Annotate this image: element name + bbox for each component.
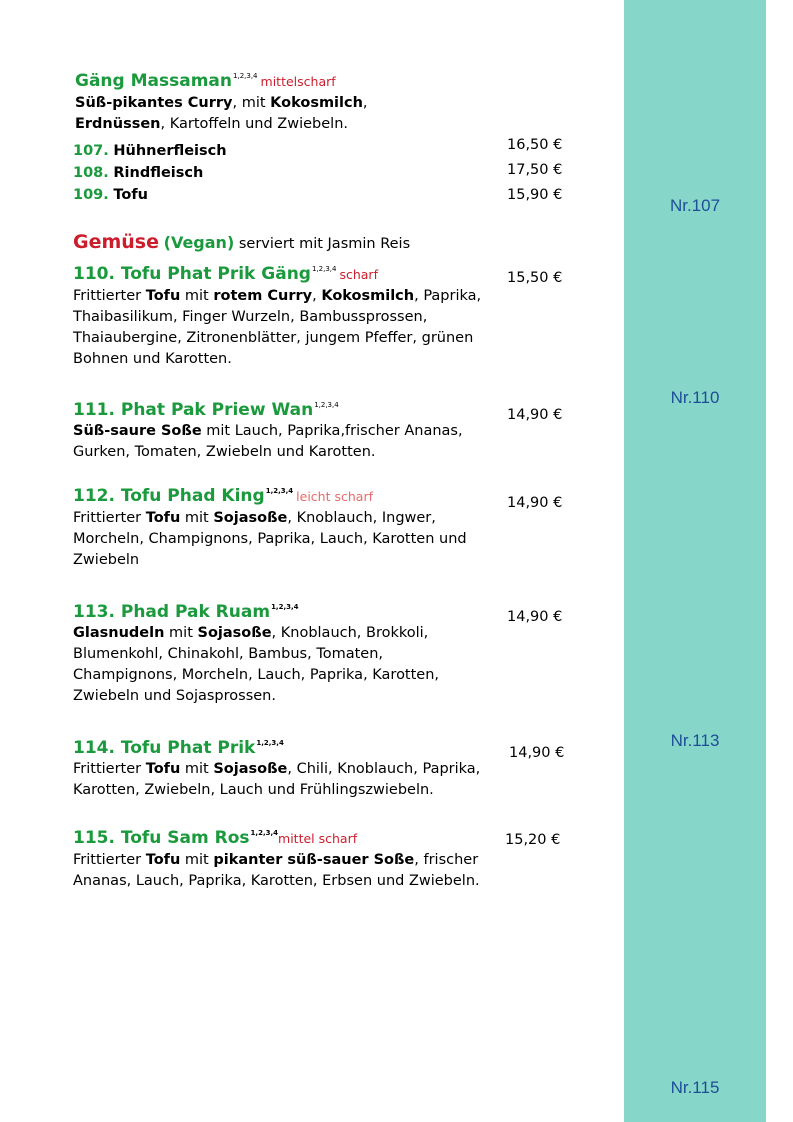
text-fragment: Gurken, Tomaten, Zwiebeln und Karotten. xyxy=(73,444,376,460)
dish-title: 110. Tofu Phat Prik Gäng xyxy=(73,264,311,284)
allergen-sup: 1,2,3,4 xyxy=(233,72,258,80)
text-fragment: Ananas, Lauch, Paprika, Karotten, Erbsen und Zwiebeln. xyxy=(73,873,480,889)
dish-title xyxy=(75,65,368,93)
text-fragment: Zwiebeln xyxy=(73,552,140,568)
text-fragment: Kokosmilch xyxy=(270,95,363,111)
text-fragment: Karotten, Zwiebeln, Lauch und Frühlingszwiebeln. xyxy=(73,782,434,798)
price-107: 16,50 € xyxy=(507,137,563,153)
option-row xyxy=(73,162,227,184)
text-fragment: Tofu xyxy=(145,288,181,304)
dish-title: 111. Phat Pak Priew Wan xyxy=(73,400,314,420)
dish-110 xyxy=(73,258,481,370)
dish-massaman xyxy=(75,65,368,135)
price-112: 14,90 € xyxy=(507,495,563,511)
text-fragment: Frittierter xyxy=(73,288,146,304)
text-fragment: Hühnerfleisch xyxy=(113,143,227,159)
text-fragment: Tofu xyxy=(145,852,181,868)
spice-level: mittelscharf xyxy=(260,74,336,89)
dish-title: 113. Phad Pak Ruam xyxy=(73,602,271,622)
text-fragment: mit xyxy=(180,288,214,304)
price-115: 15,20 € xyxy=(505,832,561,848)
dish-113 xyxy=(73,596,439,707)
text-fragment: 109. xyxy=(73,187,109,203)
text-fragment: Süß-pikantes Curry xyxy=(75,95,233,111)
text-fragment: mit xyxy=(164,625,198,641)
massaman-options xyxy=(73,140,227,206)
text-fragment: Tofu xyxy=(145,510,181,526)
section-subtitle: serviert mit Jasmin Reis xyxy=(238,236,411,252)
text-fragment: Süß-saure Soße xyxy=(73,423,202,439)
section-title: Gemüse xyxy=(73,231,160,253)
text-fragment: mit xyxy=(180,852,214,868)
text-fragment: 1,2,3,4 xyxy=(256,739,284,747)
option-row xyxy=(73,184,227,206)
text-fragment: mit xyxy=(180,510,214,526)
spice-level: leicht scharf xyxy=(296,489,373,504)
text-fragment: 108. xyxy=(73,165,109,181)
text-fragment: Thaiaubergine, Zitronenblätter, jungem Pfeffer, grünen xyxy=(73,330,474,346)
text-fragment: Zwiebeln und Sojasprossen. xyxy=(73,688,276,704)
text-fragment: rotem Curry xyxy=(213,288,313,304)
text-fragment: Tofu xyxy=(145,761,181,777)
text-fragment: Bohnen und Karotten. xyxy=(73,351,232,367)
text-fragment: mit xyxy=(180,761,214,777)
text-fragment: 1,2,3,4 xyxy=(271,603,299,611)
text-fragment: Champignons, Morcheln, Lauch, Paprika, Karotten, xyxy=(73,667,440,683)
text-fragment: Rindfleisch xyxy=(113,165,204,181)
text-fragment: 1,2,3,4 xyxy=(311,265,337,273)
price-111: 14,90 € xyxy=(507,407,563,423)
text-fragment: Tofu xyxy=(113,187,148,203)
sidebar-panel xyxy=(624,0,766,1122)
dish-title: 112. Tofu Phad King xyxy=(73,486,265,506)
dish-title: 114. Tofu Phat Prik xyxy=(73,738,256,758)
text-fragment: 1,2,3,4 xyxy=(250,829,279,837)
price-108: 17,50 € xyxy=(507,162,563,178)
text-fragment: Blumenkohl, Chinakohl, Bambus, Tomaten, xyxy=(73,646,384,662)
section-vegan: (Vegan) xyxy=(163,233,235,252)
text-fragment: , Knoblauch, Brokkoli, xyxy=(271,625,429,641)
dish-description xyxy=(73,850,480,892)
text-fragment: , Kartoffeln und Zwiebeln. xyxy=(160,116,349,132)
text-fragment: Sojasoße xyxy=(197,625,272,641)
price-110: 15,50 € xyxy=(507,270,563,286)
text-fragment: , Knoblauch, Ingwer, xyxy=(287,510,436,526)
text-fragment: , Chili, Knoblauch, Paprika, xyxy=(287,761,481,777)
text-fragment: Frittierter xyxy=(73,761,146,777)
dish-title-text: Gäng Massaman xyxy=(75,71,233,91)
price-113: 14,90 € xyxy=(507,609,563,625)
text-fragment: 107. xyxy=(73,143,109,159)
text-fragment: Erdnüssen xyxy=(75,116,161,132)
dish-description xyxy=(73,508,467,571)
price-109: 15,90 € xyxy=(507,187,563,203)
dish-description xyxy=(75,93,368,135)
dish-description xyxy=(73,759,480,801)
text-fragment: Frittierter xyxy=(73,852,146,868)
dish-title: 115. Tofu Sam Ros xyxy=(73,828,250,848)
price-114: 14,90 € xyxy=(509,745,565,761)
text-fragment: Glasnudeln xyxy=(73,625,165,641)
text-fragment: Sojasoße xyxy=(213,510,288,526)
text-fragment: 1,2,3,4 xyxy=(314,401,339,409)
text-fragment: Thaibasilikum, Finger Wurzeln, Bambussprossen, xyxy=(73,309,428,325)
spice-level: scharf xyxy=(339,267,378,282)
dish-description xyxy=(73,286,481,370)
nr-label: Nr.107 xyxy=(669,196,721,215)
text-fragment: , xyxy=(312,288,322,304)
dish-112 xyxy=(73,480,467,571)
nr-label: Nr.110 xyxy=(670,388,720,407)
text-fragment: , mit xyxy=(232,95,271,111)
option-row xyxy=(73,140,227,162)
text-fragment: 1,2,3,4 xyxy=(265,487,294,495)
nr-label: Nr.113 xyxy=(670,731,720,750)
dish-description xyxy=(73,623,439,707)
text-fragment: Sojasoße xyxy=(213,761,288,777)
dish-114 xyxy=(73,732,480,801)
text-fragment: , frischer xyxy=(414,852,479,868)
dish-111 xyxy=(73,394,463,463)
text-fragment: mit Lauch, Paprika,frischer Ananas, xyxy=(201,423,463,439)
text-fragment: pikanter süß-sauer Soße xyxy=(213,852,415,868)
text-fragment: , xyxy=(362,95,368,111)
dish-115 xyxy=(73,822,480,892)
dish-description xyxy=(73,421,463,463)
nr-label: Nr.115 xyxy=(670,1078,720,1097)
spice-level: mittel scharf xyxy=(278,831,358,846)
text-fragment: Frittierter xyxy=(73,510,146,526)
section-heading xyxy=(73,229,410,257)
text-fragment: , Paprika, xyxy=(414,288,482,304)
text-fragment: Kokosmilch xyxy=(321,288,415,304)
text-fragment: Morcheln, Champignons, Paprika, Lauch, Karotten und xyxy=(73,531,467,547)
